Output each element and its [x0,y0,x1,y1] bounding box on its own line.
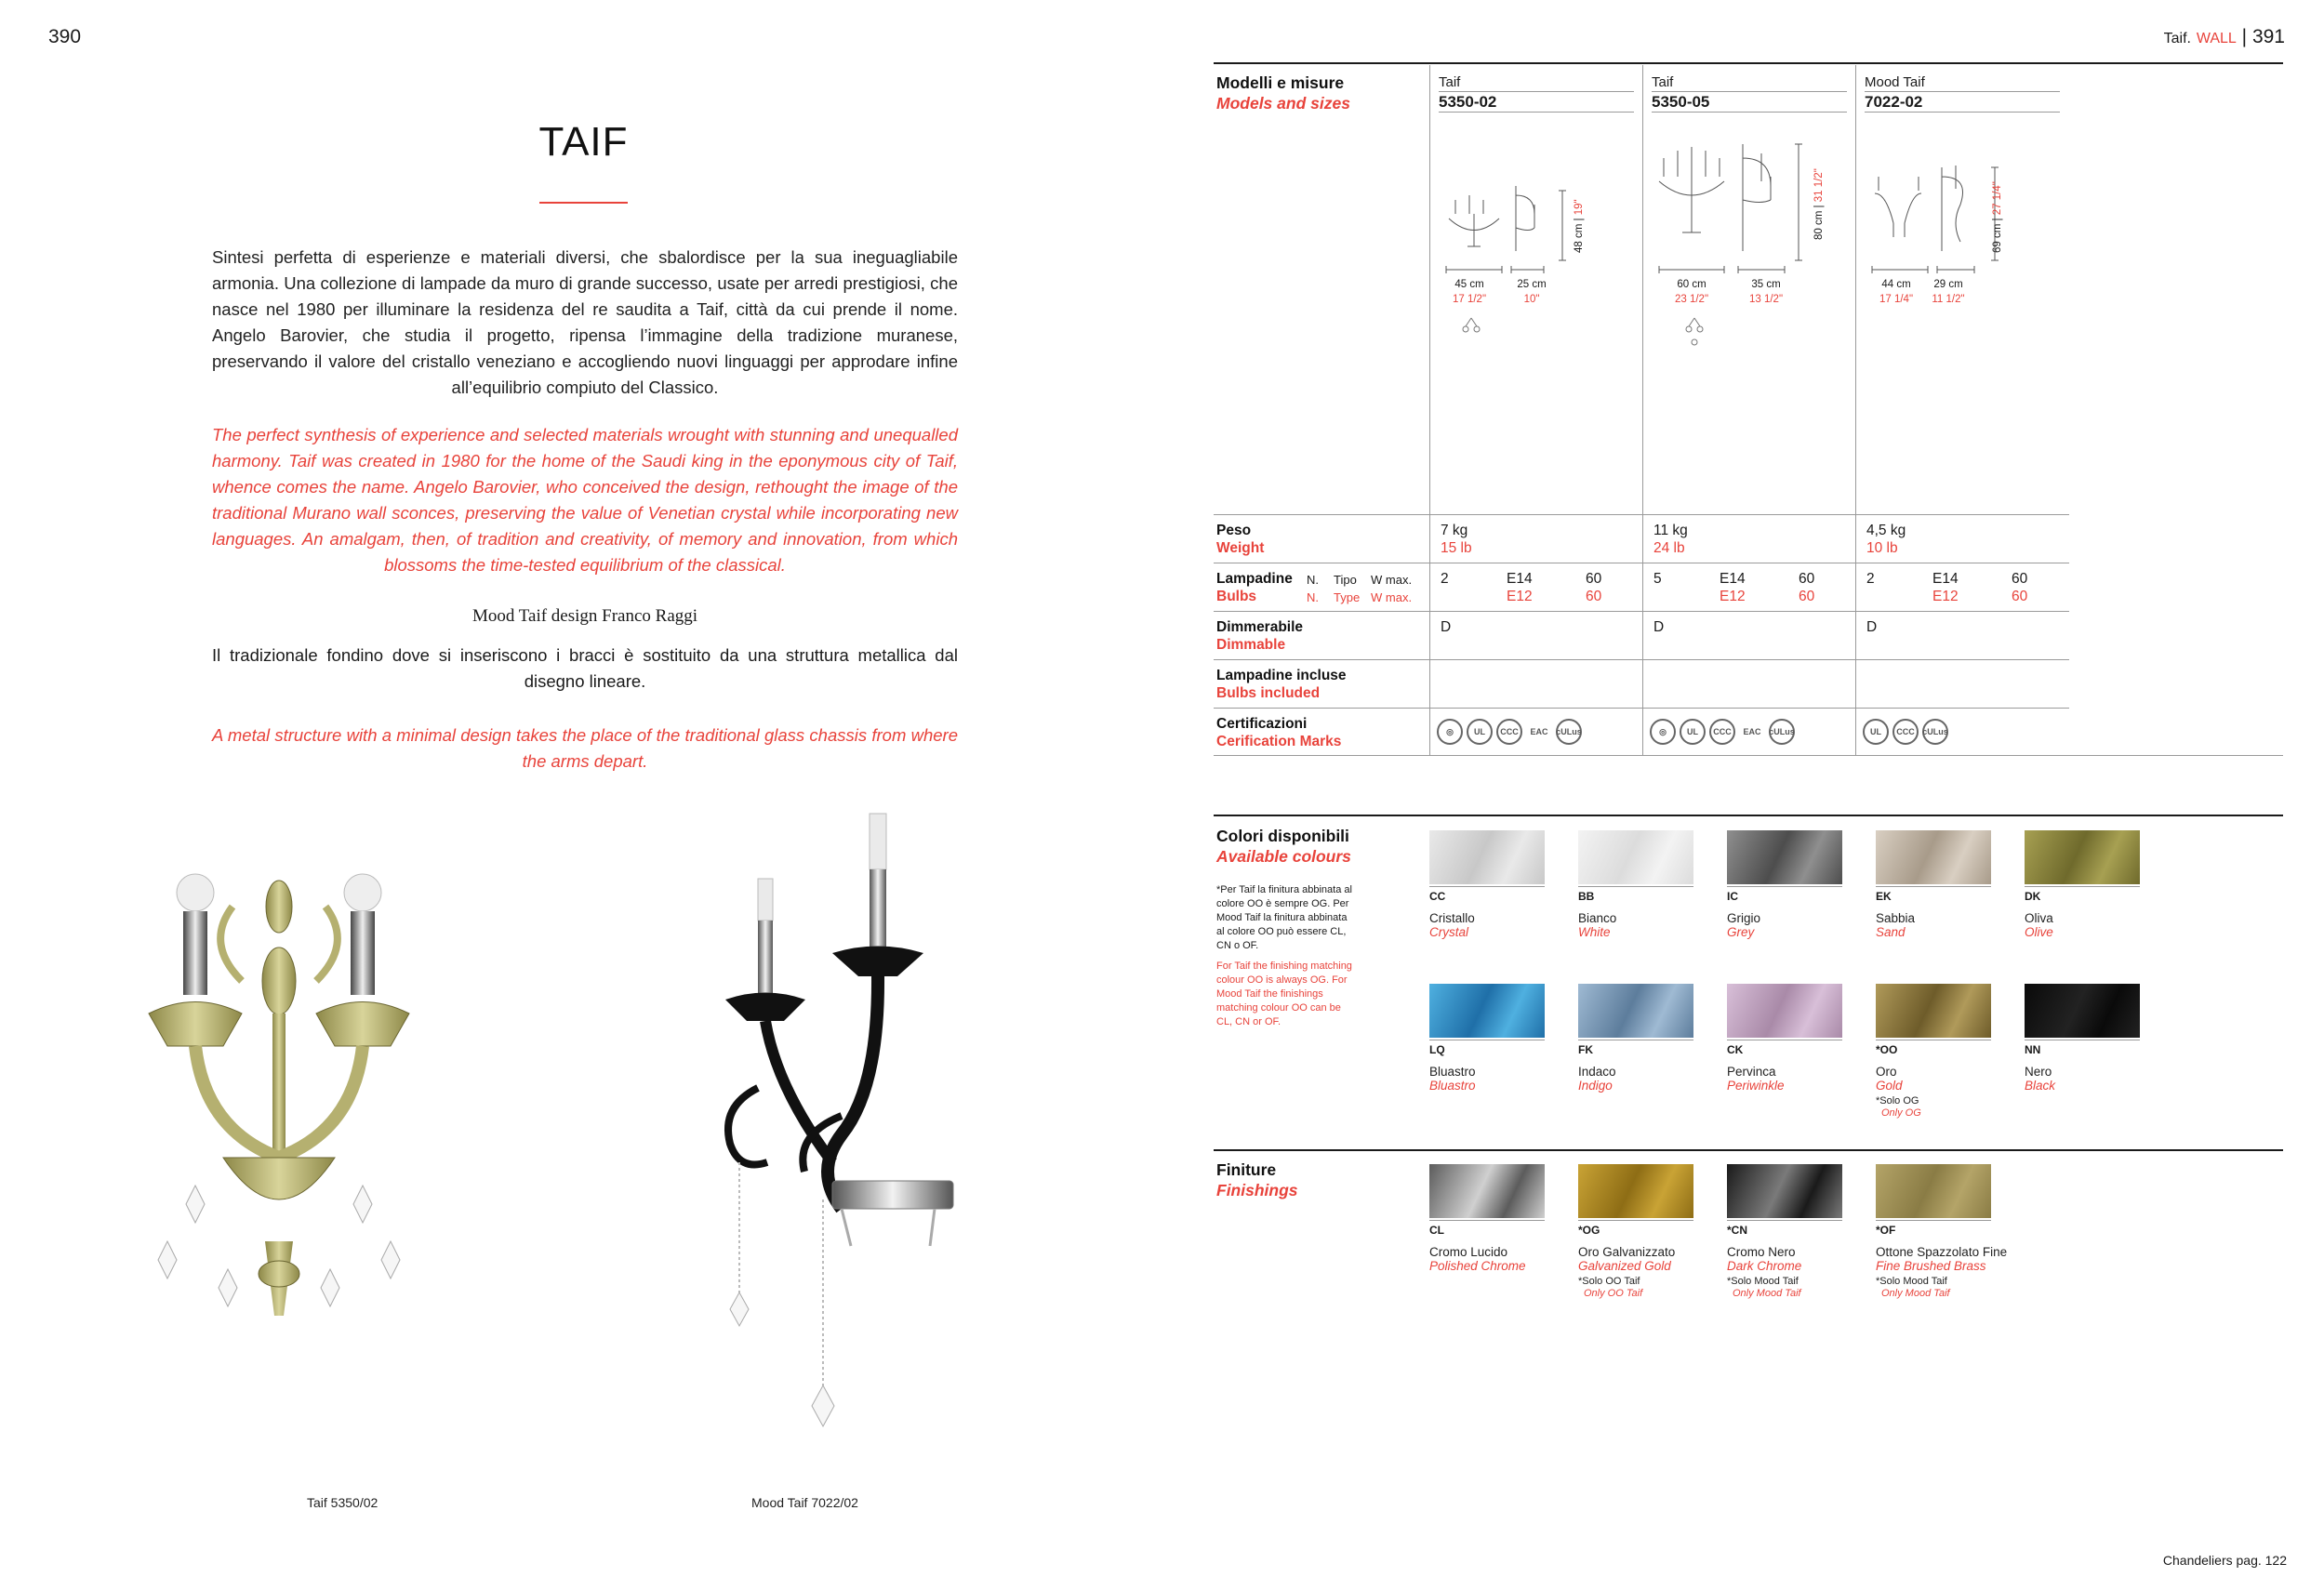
bulbs-sub-n-en: N. [1307,590,1319,604]
ul-mark-icon: UL [1680,719,1706,745]
colour-en: Crystal [1429,925,1469,939]
colours-label: Colori disponibili [1216,827,1349,845]
finishing-en: Galvanized Gold [1578,1259,1671,1273]
certifications-label-en: Cerification Marks [1216,734,1342,749]
ccc-mark-icon: CCC [1892,719,1919,745]
model-1-depth: 25 cm [1517,279,1547,290]
colour-code: FK [1578,1043,1593,1056]
model-3-code: 7022-02 [1865,93,1923,111]
finishings-label-en: Finishings [1216,1181,1298,1199]
model-1-height-in: 19" [1574,199,1585,216]
finishing-swatch [1727,1164,1842,1218]
finishing-code: *CN [1727,1224,1748,1237]
finishing-note-en: Only OO Taif [1584,1288,1643,1299]
cul-us-mark-icon: cULus [1922,719,1948,745]
colour-cc [1429,830,1569,939]
model-2-height: 80 cm | 31 1/2" [1813,168,1825,240]
wall-mount-icon-2 [1683,316,1706,348]
model-2-weight-lb: 24 lb [1653,540,1685,556]
finishing-note-en: Only Mood Taif [1733,1288,1801,1299]
finishings-top-rule [1214,1149,2283,1151]
colour-code: LQ [1429,1043,1445,1056]
finishing-of [1876,1164,2015,1299]
colour-code: CC [1429,890,1446,903]
colour-code: CK [1727,1043,1744,1056]
dimmable-label-en: Dimmable [1216,637,1286,653]
colour-note-en: Only OG [1881,1107,1921,1119]
colour-dk [2025,830,2164,939]
colour-it: Cristallo [1429,911,1475,925]
model-3-rule-2 [1865,112,2060,113]
colour-code: *OO [1876,1043,1898,1056]
colour-en: Black [2025,1079,2056,1093]
finishing-note-it: *Solo Mood Taif [1876,1276,1947,1287]
model-1-height-cm: 48 cm [1574,223,1585,253]
colours-top-rule [1214,815,2283,816]
model-3-rule [1865,91,2060,92]
english-mood-paragraph: A metal structure with a minimal design takes the place of the traditional glass chassis from where the arms depart. [212,725,958,771]
bulbs-included-label: Lampadine incluse [1216,668,1347,683]
colour-ic [1727,830,1866,939]
bulbs-included-label-en: Bulbs included [1216,685,1321,701]
model-2-bulbs-type-en: E12 [1720,589,1746,604]
model-1-dimmable: D [1441,619,1452,635]
model-3-width: 44 cm [1881,279,1911,290]
model-3-weight: 4,5 kg [1866,523,1906,538]
weight-label: Peso [1216,523,1252,538]
colour-swatch [1429,830,1545,884]
caption-taif-5350-02: Taif 5350/02 [307,1495,378,1510]
finishing-it: Cromo Nero [1727,1245,1796,1259]
finishing-swatch [1876,1164,1991,1218]
colour-fk [1578,984,1718,1093]
colours-label-en: Available colours [1216,847,1351,866]
colours-note: *Per Taif la finitura abbinata al colore OO è sempre OG. Per Mood Taif la finitura abbinata al colore OO può essere CL, CN o OF. [1216,884,1352,951]
header-separator: | [2241,26,2248,47]
colour-code: NN [2025,1043,2041,1056]
finishing-cn [1727,1164,1866,1299]
model-1-height: 48 cm | 19" [1574,199,1585,253]
model-2-width-in: 23 1/2" [1674,294,1709,305]
design-credit: Mood Taif design Franco Raggi [471,606,698,626]
model-3-height-cm: 69 cm [1992,223,2003,253]
page-number-left: 390 [48,26,82,47]
page-number-right: 391 [2251,26,2285,47]
colour-it: Indaco [1578,1065,1616,1079]
model-1-weight-lb: 15 lb [1441,540,1472,556]
col-divider-2 [1642,65,1643,755]
model-3-height: 69 cm | 27 1/4" [1992,181,2003,253]
colour-it: Oliva [2025,911,2053,925]
model-2-depth: 35 cm [1751,279,1781,290]
colour-rule [1578,886,1693,887]
finishing-it: Cromo Lucido [1429,1245,1508,1259]
finishing-code: *OF [1876,1224,1896,1237]
model-2-height-cm: 80 cm [1813,210,1825,240]
finishing-en: Fine Brushed Brass [1876,1259,1986,1273]
ccc-mark-icon: CCC [1496,719,1522,745]
colour-note-it: *Solo OG [1876,1095,1919,1106]
colour-code: IC [1727,890,1738,903]
mood-taif-7022-02-photo [702,809,981,1441]
model-2-rule-2 [1652,112,1847,113]
colour-it: Pervinca [1727,1065,1776,1079]
col-divider-1 [1429,65,1430,755]
finishing-og [1578,1164,1718,1299]
colour-en: Periwinkle [1727,1079,1785,1093]
model-2-depth-in: 13 1/2" [1748,294,1784,305]
model-1-rule-2 [1439,112,1634,113]
finishing-rule [1876,1220,1991,1221]
finishing-rule [1429,1220,1545,1221]
colour-en: Bluastro [1429,1079,1476,1093]
col-divider-3 [1855,65,1856,755]
dimmable-label: Dimmerabile [1216,619,1304,635]
row-rule-end [1214,755,2283,756]
colour-code: EK [1876,890,1892,903]
colour-code: BB [1578,890,1595,903]
colour-it: Sabbia [1876,911,1916,925]
colour-ek [1876,830,2015,939]
bulbs-sub-n: N. [1307,573,1319,587]
model-2-name: Taif [1652,74,1674,90]
page-footer: Chandeliers pag. 122 [2162,1553,2287,1568]
eac-mark-icon: EAC [1530,727,1548,736]
colour-nn [2025,984,2164,1093]
colour-en: Sand [1876,925,1906,939]
model-1-width: 45 cm [1454,279,1484,290]
model-2-rule [1652,91,1847,92]
colour-swatch [1727,984,1842,1038]
model-1-rule [1439,91,1634,92]
ul-mark-icon: UL [1467,719,1493,745]
colour-swatch [1429,984,1545,1038]
row-rule-cert [1214,708,2069,709]
colour-it: Bianco [1578,911,1617,925]
model-1-weight: 7 kg [1441,523,1468,538]
colour-bb [1578,830,1718,939]
finishing-swatch [1429,1164,1545,1218]
title-rule [539,202,628,204]
colour-swatch [2025,830,2140,884]
spec-top-rule [1214,62,2283,64]
finishing-it: Ottone Spazzolato Fine [1876,1245,2008,1259]
model-1-bulbs-type: E14 [1507,571,1533,587]
model-2-weight: 11 kg [1653,523,1688,538]
model-2-height-in: 31 1/2" [1813,168,1825,203]
colour-rule [1876,886,1991,887]
ccc-mark-icon: CCC [1709,719,1735,745]
colour-it: Grigio [1727,911,1761,925]
row-rule-included [1214,659,2069,660]
finishing-code: CL [1429,1224,1444,1237]
finishing-note-it: *Solo OO Taif [1578,1276,1640,1287]
colour-swatch [1578,830,1693,884]
model-2-bulbs-wmax-en: 60 [1799,589,1815,604]
colour-swatch [1876,830,1991,884]
bulbs-sub-wmax: W max. [1371,573,1413,587]
finishings-label: Finiture [1216,1160,1277,1179]
finishing-swatch [1578,1164,1693,1218]
models-label-en: Models and sizes [1216,94,1350,113]
colour-swatch [1578,984,1693,1038]
eac-mark-icon: EAC [1743,727,1761,736]
header-section: WALL [2196,31,2237,46]
colour-rule [2025,886,2140,887]
colour-swatch [1727,830,1842,884]
finishing-cl [1429,1164,1569,1273]
imq-mark-icon: ◎ [1437,719,1463,745]
bulbs-label-en: Bulbs [1216,589,1257,604]
row-rule-dimmable [1214,611,2069,612]
colour-lq [1429,984,1569,1093]
colour-oo [1876,984,2015,1119]
model-2-cert-marks [1650,719,1795,745]
weight-label-en: Weight [1216,540,1265,556]
model-3-dimmable: D [1866,619,1878,635]
model-1-bulbs-wmax: 60 [1586,571,1602,587]
finishing-en: Polished Chrome [1429,1259,1526,1273]
colour-it: Oro [1876,1065,1897,1079]
finishing-rule [1727,1220,1842,1221]
model-1-cert-marks [1437,719,1582,745]
colour-swatch [2025,984,2140,1038]
finishing-note-en: Only Mood Taif [1881,1288,1950,1299]
header-collection: Taif. [2163,31,2191,46]
bulbs-label: Lampadine [1216,571,1293,587]
finishing-rule [1578,1220,1693,1221]
cul-us-mark-icon: cULus [1556,719,1582,745]
model-2-dimmable: D [1653,619,1665,635]
model-2-bulbs-type: E14 [1720,571,1746,587]
models-label: Modelli e misure [1216,73,1345,92]
colour-it: Bluastro [1429,1065,1476,1079]
page-title: TAIF [538,119,629,165]
colours-note-en: For Taif the finishing matching colour OO is always OG. For Mood Taif the finishings matching colour OO can be CL, CN or OF. [1216,961,1352,1027]
model-1-bulbs-wmax-en: 60 [1586,589,1602,604]
colour-en: Gold [1876,1079,1903,1093]
model-2-code: 5350-05 [1652,93,1710,111]
model-3-name: Mood Taif [1865,74,1925,90]
model-1-name: Taif [1439,74,1461,90]
colour-code: DK [2025,890,2041,903]
colour-it: Nero [2025,1065,2052,1079]
wall-mount-icon-1 [1460,316,1482,335]
model-3-width-in: 17 1/4" [1879,294,1914,305]
bulbs-sub-type-en: Type [1334,590,1361,604]
colour-en: White [1578,925,1611,939]
model-2-bulbs-wmax: 60 [1799,571,1815,587]
caption-mood-taif-7022-02: Mood Taif 7022/02 [751,1495,858,1510]
ul-mark-icon: UL [1863,719,1889,745]
model-2-width: 60 cm [1677,279,1706,290]
finishing-en: Dark Chrome [1727,1259,1802,1273]
running-header [2164,26,2285,48]
model-3-height-in: 27 1/4" [1992,181,2003,216]
model-1-bulbs-n: 2 [1441,571,1449,587]
italian-mood-paragraph: Il tradizionale fondino dove si inseriscono i bracci è sostituito da una struttura metallica dal disegno lineare. [212,645,958,691]
bulbs-sub-type: Tipo [1334,573,1357,587]
colour-rule [1727,886,1842,887]
model-3-bulbs-type: E14 [1932,571,1959,587]
english-intro-paragraph: The perfect synthesis of experience and selected materials wrought with stunning and unequalled harmony. Taif was created in 1980 for the home of the Saudi king in the eponymous city of Taif, whence comes the name. Angelo Barovier, who conceived the design, rethought the image of the traditional Murano wall sconces, preserving the value of Venetian crystal while incorporating new languages. An amalgam, then, of tradition and creativity, of memory and innovation, from which blossoms the time-tested equilibrium of the classical. [212,425,958,575]
finishing-code: *OG [1578,1224,1600,1237]
row-rule-weight [1214,514,2069,515]
taif-5350-02-photo [93,851,465,1409]
model-3-bulbs-n: 2 [1866,571,1875,587]
colour-en: Olive [2025,925,2053,939]
certifications-label: Certificazioni [1216,716,1308,732]
model-3-weight-lb: 10 lb [1866,540,1898,556]
model-1-bulbs-type-en: E12 [1507,589,1533,604]
model-3-depth: 29 cm [1933,279,1963,290]
model-3-bulbs-type-en: E12 [1932,589,1959,604]
model-1-code: 5350-02 [1439,93,1497,111]
model-3-cert-marks [1863,719,1948,745]
model-3-bulbs-wmax-en: 60 [2012,589,2028,604]
model-1-depth-in: 10" [1523,294,1540,305]
colour-ck [1727,984,1866,1093]
colour-en: Grey [1727,925,1755,939]
imq-mark-icon: ◎ [1650,719,1676,745]
bulbs-sub-wmax-en: W max. [1371,590,1413,604]
model-3-bulbs-wmax: 60 [2012,571,2028,587]
finishing-it: Oro Galvanizzato [1578,1245,1676,1259]
finishing-note-it: *Solo Mood Taif [1727,1276,1799,1287]
colour-swatch [1876,984,1991,1038]
cul-us-mark-icon: cULus [1769,719,1795,745]
italian-intro-paragraph: Sintesi perfetta di esperienze e materiali diversi, che sbalordisce per la sua ineguagliabile armonia. Una collezione di lampade da muro di grande successo, usate per arredi prestigiosi, che nasce nel 1980 per illuminare la residenza del re saudita a Taif, città da cui prende il nome. Angelo Barovier, che studia il progetto, ripensa l’immagine della tradizione muranese, preservando il valore del cristallo veneziano e accogliendo nuovi linguaggi per approdare infine all’equilibrio compiuto del Classico. [212,247,958,397]
colour-en: Indigo [1578,1079,1613,1093]
model-1-width-in: 17 1/2" [1452,294,1487,305]
model-3-depth-in: 11 1/2" [1932,294,1965,305]
colour-rule [1429,886,1545,887]
model-2-bulbs-n: 5 [1653,571,1662,587]
